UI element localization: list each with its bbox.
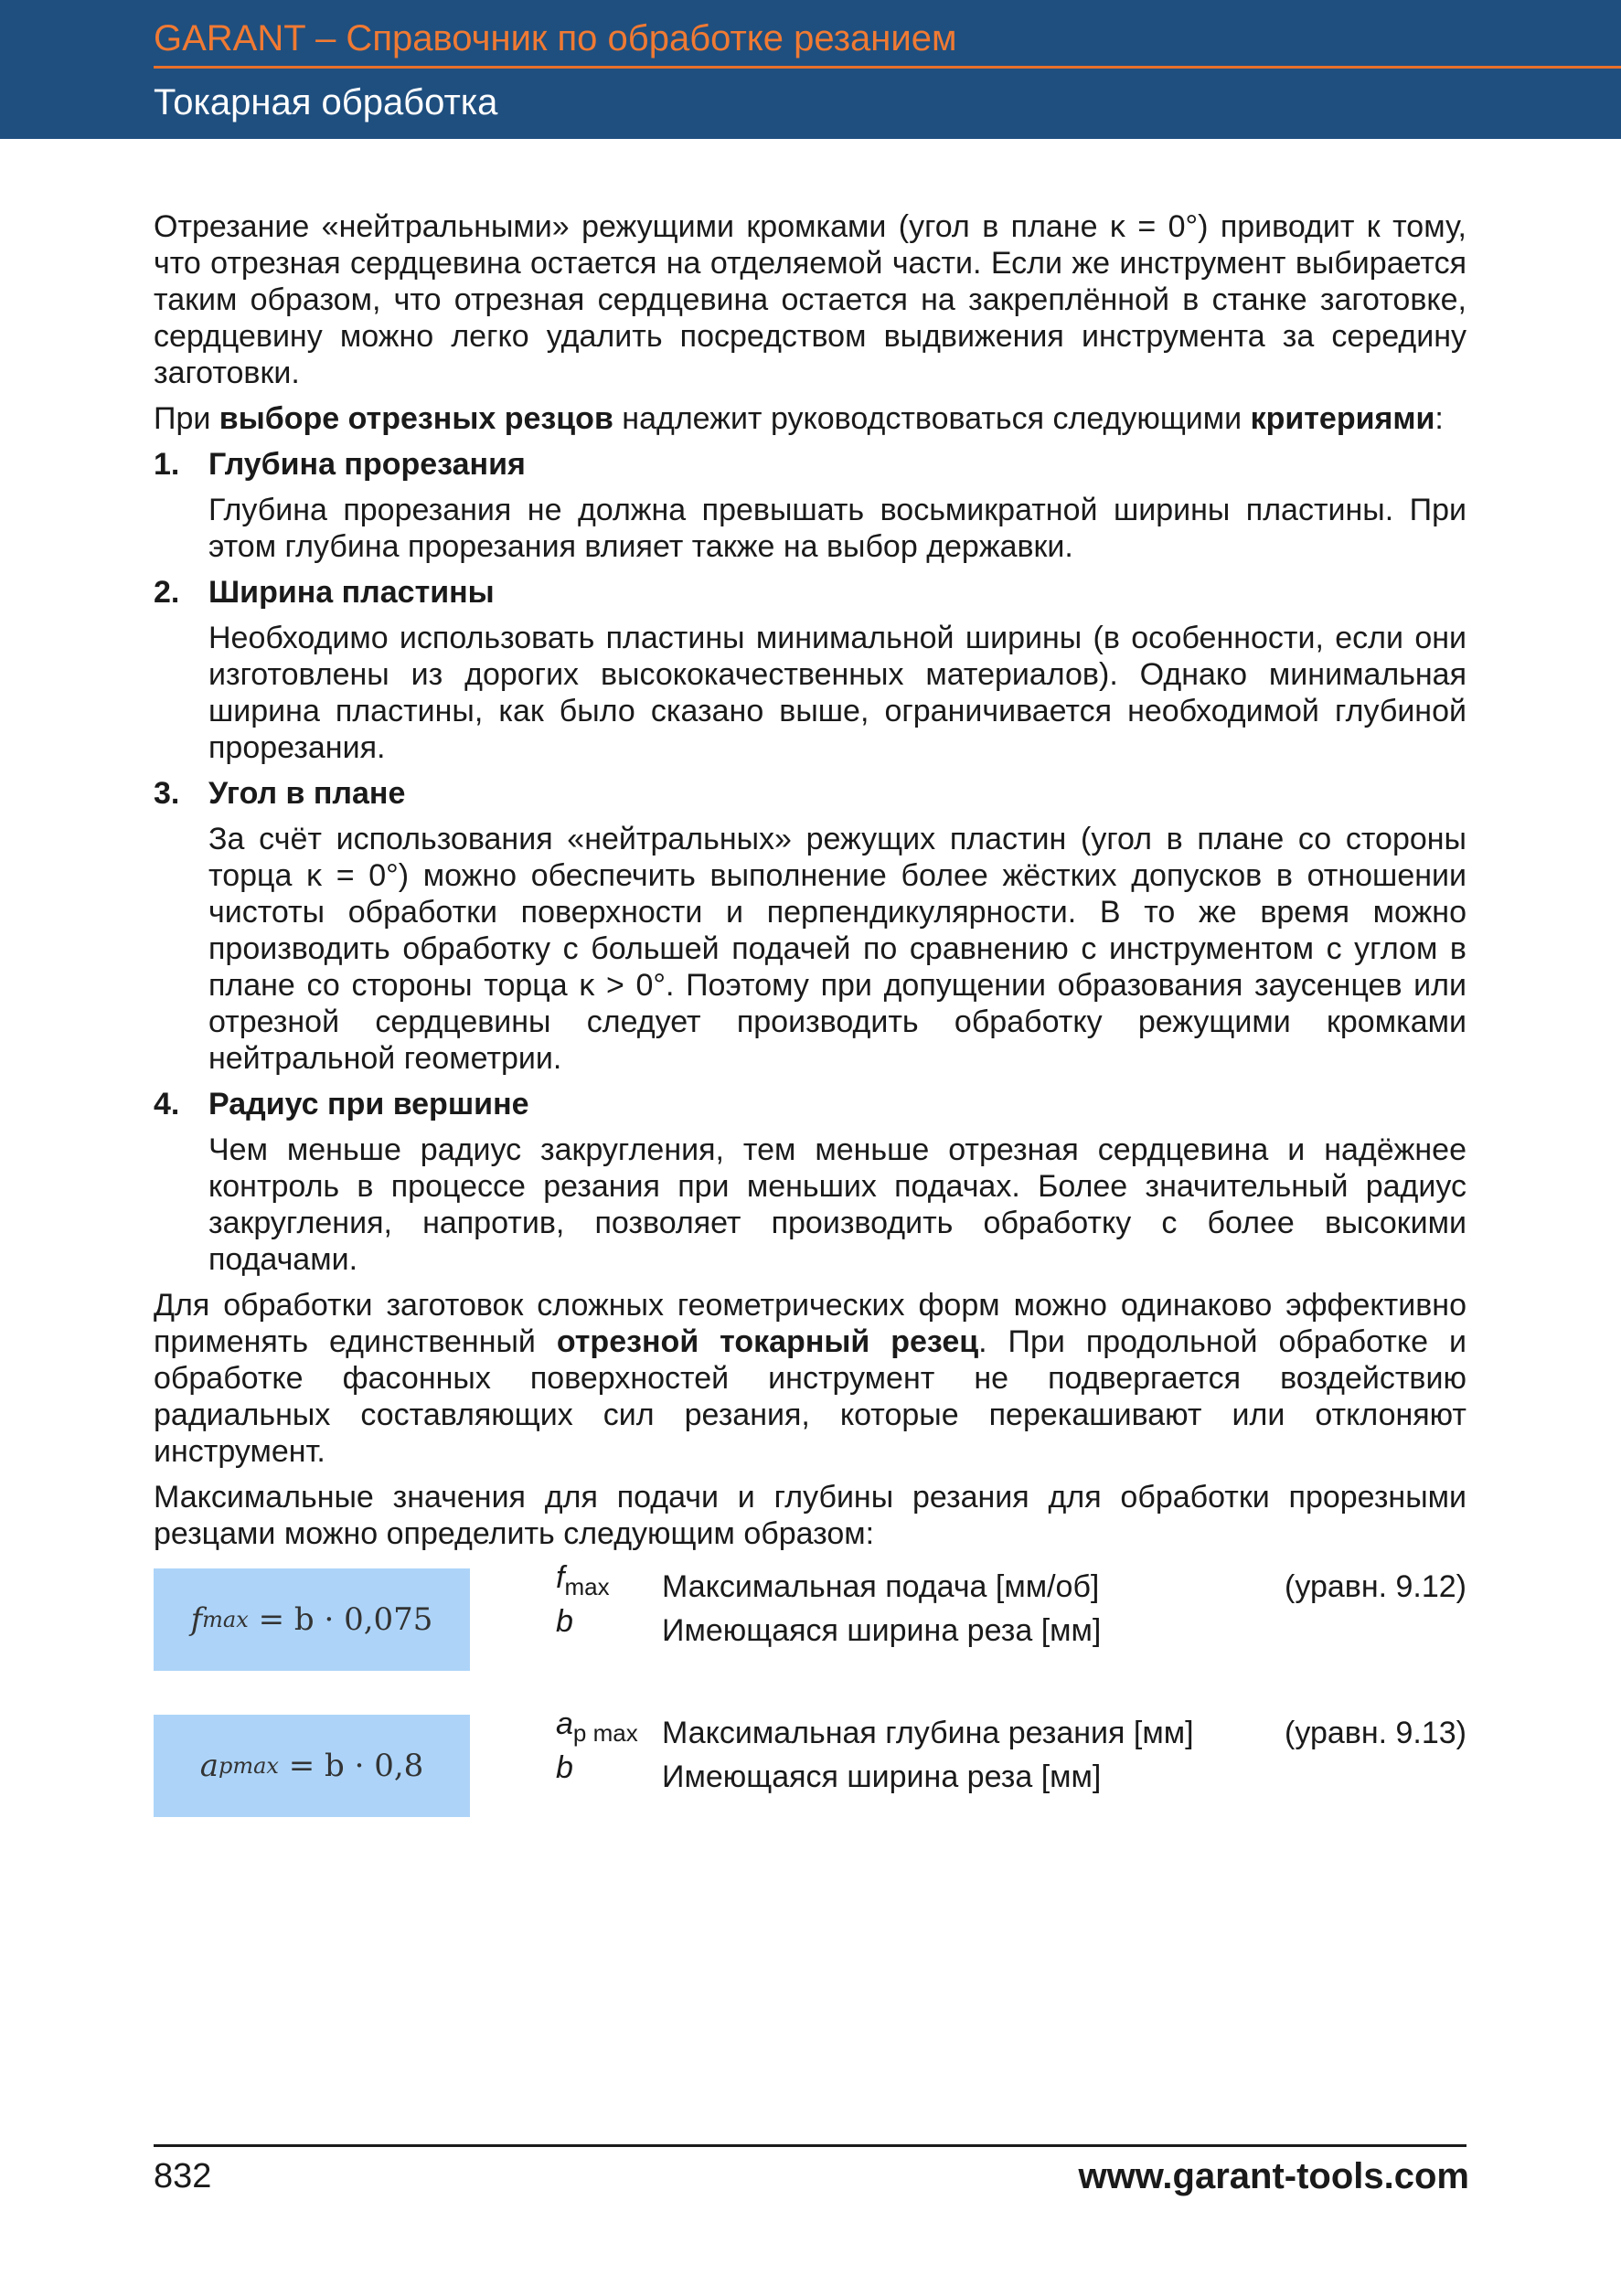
formula-rhs: = b · 0,8 [288, 1748, 424, 1784]
formula-lhs-sub: pmax [218, 1753, 279, 1779]
variable-symbol: $a_{p max}$ [556, 1706, 638, 1747]
variable-description: Имеющаяся ширина реза [мм] [662, 1759, 1102, 1794]
page-number: 832 [154, 2157, 212, 2195]
criteria-item-heading [154, 1086, 1466, 1122]
equation-reference: (уравн. 9.13) [1285, 1716, 1466, 1750]
formula-lhs-sub: max [202, 1607, 249, 1632]
formula-variables [556, 1707, 1466, 1795]
header-divider [154, 66, 1621, 69]
outro-text-2: . При продольной обработке и обработке фасонных поверхностей инструмент не подвергается воздействию радиальных составляющих сил резания, которые перекашивают или отклоняют инструмент. [154, 1324, 1466, 1469]
variable-description: Максимальная подача [мм/об] [662, 1569, 1100, 1604]
criteria-item-title: Радиус при вершине [208, 1087, 529, 1121]
formula-box [154, 1568, 470, 1671]
header-title: GARANT – Справочник по обработке резанием [154, 18, 957, 58]
variable-row [556, 1751, 1466, 1795]
header-subtitle: Токарная обработка [154, 82, 498, 122]
formula-rhs: = b · 0,075 [258, 1601, 433, 1638]
criteria-item-heading [154, 574, 1466, 611]
variable-symbol: b [556, 1750, 573, 1786]
criteria-intro-text-2: надлежит руководствоваться следующими [613, 401, 1251, 436]
criteria-intro [154, 400, 1466, 437]
variable-row [556, 1707, 1466, 1751]
criteria-intro-text: При [154, 401, 219, 436]
footer-website: www.garant-tools.com [1078, 2156, 1469, 2196]
formula-lhs: a [199, 1748, 219, 1784]
variable-description: Максимальная глубина резания [мм] [662, 1716, 1194, 1750]
criteria-item-number: 2. [154, 575, 180, 610]
variable-row [556, 1605, 1466, 1649]
criteria-item-title: Глубина прорезания [208, 447, 526, 482]
variable-symbol: b [556, 1604, 573, 1640]
criteria-item-title: Угол в плане [208, 776, 406, 811]
formula-intro: Максимальные значения для подачи и глубины резания для обработки прорезными резцами можно определить следующим образом: [154, 1480, 1466, 1551]
criteria-item-heading [154, 775, 1466, 812]
formula-box [154, 1715, 470, 1817]
criteria-item-number: 1. [154, 447, 180, 482]
criteria-item-text: За счёт использования «нейтральных» режущих пластин (угол в плане со стороны торца κ = 0°) можно обеспечить выполнение более жёстких допусков в отношении чистоты обработки поверхности и перпендикулярности. В то же время можно производить обработку с большей подачей по сравнению с инструментом с углом в плане со стороны торца κ > 0°. Поэтому при допущении образования заусенцев или отрезной сердцевины следует производить обработку режущими кромками нейтральной геометрии. [208, 822, 1466, 1076]
outro-text: Для обработки заготовок сложных геометрических форм можно одинаково эффективно применять единственный [154, 1288, 1466, 1359]
footer-divider [154, 2144, 1466, 2147]
criteria-intro-bold: выборе отрезных резцов [219, 401, 613, 436]
formula-lhs: f [190, 1601, 203, 1638]
criteria-item-title: Ширина пластины [208, 575, 495, 610]
equation-reference: (уравн. 9.12) [1285, 1569, 1466, 1604]
outro-bold: отрезной токарный резец [556, 1324, 979, 1359]
variable-row [556, 1561, 1466, 1605]
criteria-intro-bold-2: критериями [1250, 401, 1435, 436]
criteria-item-text: Чем меньше радиус закругления, тем меньше отрезная сердцевина и надёжнее контроль в процессе резания при меньших подачах. Более значительный радиус закругления, напротив, позволяет производить обработку с более высокими подачами. [208, 1132, 1466, 1277]
criteria-item-number: 4. [154, 1087, 180, 1121]
criteria-list [154, 446, 1466, 1278]
outro-paragraph [154, 1287, 1466, 1470]
criteria-item-text: Необходимо использовать пластины минимальной ширины (в особенности, если они изготовлены из дорогих высококачественных материалов). Однако минимальная ширина пластины, как было сказано выше, ограничивается необходимой глубиной прорезания. [208, 621, 1466, 765]
criteria-item-text: Глубина прорезания не должна превышать восьмикратной ширины пластины. При этом глубина прорезания влияет также на выбор державки. [208, 493, 1466, 564]
page-header [0, 0, 1621, 139]
formula-variables [556, 1561, 1466, 1649]
criteria-item-heading [154, 446, 1466, 483]
variable-description: Имеющаяся ширина реза [мм] [662, 1613, 1102, 1648]
formula-block-depth [154, 1707, 1466, 1854]
page-content [154, 208, 1466, 1854]
intro-paragraph: Отрезание «нейтральными» режущими кромками (угол в плане κ = 0°) приводит к тому, что отрезная сердцевина остается на отделяемой части. Если же инструмент выбирается таким образом, что отрезная сердцевина остается на закреплённой в станке заготовке, сердцевину можно легко удалить посредством выдвижения инструмента за середину заготовки. [154, 209, 1466, 390]
formula-block-feed [154, 1561, 1466, 1707]
criteria-intro-colon: : [1434, 401, 1444, 436]
criteria-item-number: 3. [154, 776, 180, 811]
variable-symbol: $f_{max}$ [556, 1560, 610, 1600]
